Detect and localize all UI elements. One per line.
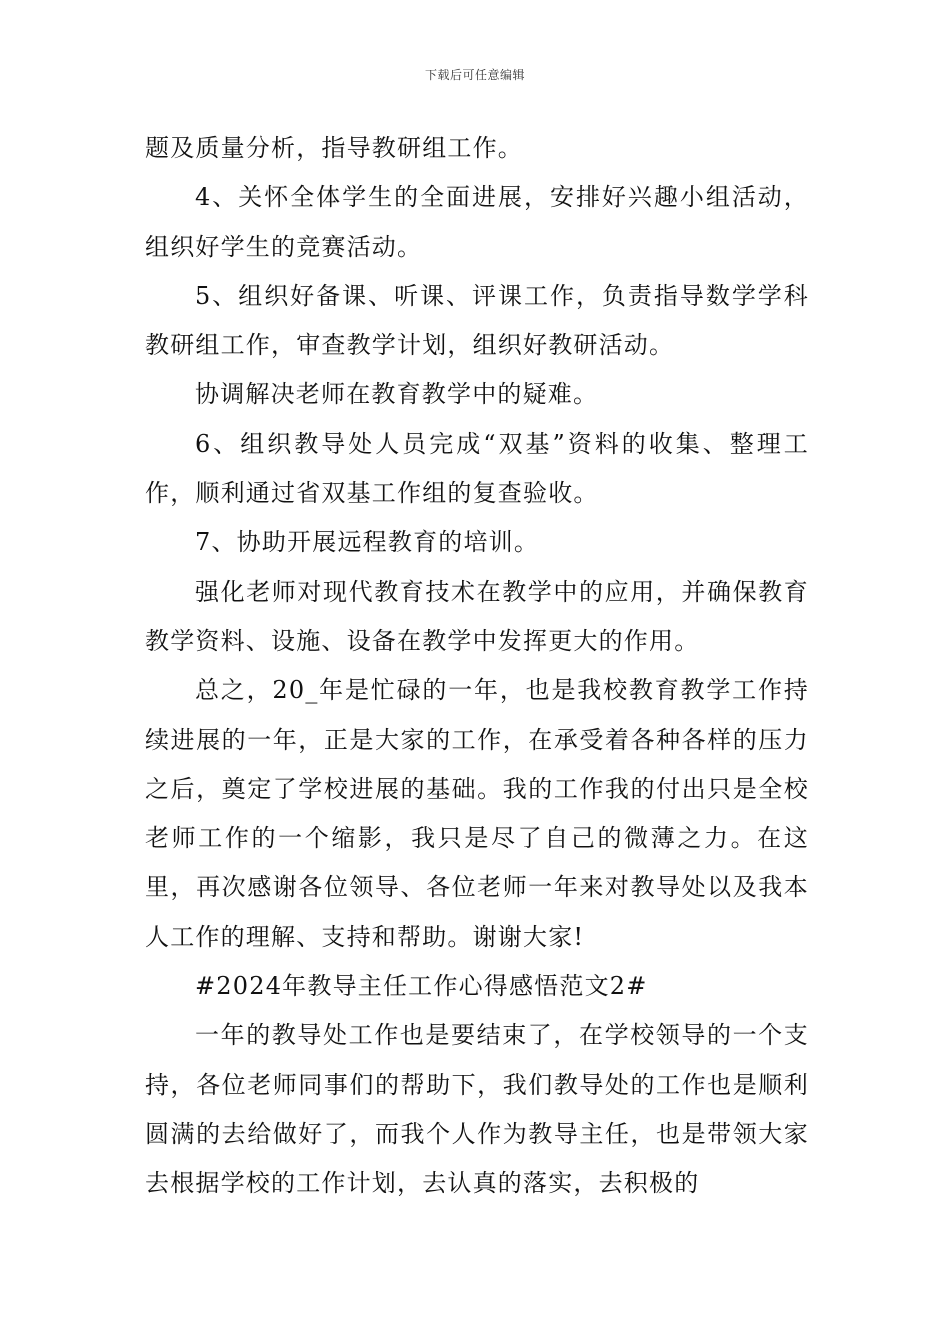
paragraph: 总之，20_年是忙碌的一年，也是我校教育教学工作持续进展的一年，正是大家的工作，在承受着各种各样的压力之后，奠定了学校进展的基础。我的工作我的付出只是全校老师工作的一个缩影，我只是尽了自己的微薄之力。在这里，再次感谢各位领导、各位老师一年来对教导处以及我本人工作的理解、支持和帮助。谢谢大家! [145,676,809,951]
paragraph: 一年的教导处工作也是要结束了，在学校领导的一个支持，各位老师同事们的帮助下，我们教导处的工作也是顺利圆满的去给做好了，而我个人作为教导主任，也是带领大家去根据学校的工作计划，去认真的落实，去积极的 [145,1021,809,1198]
paragraph: 5、组织好备课、听课、评课工作，负责指导数学学科教研组工作，审查教学计划，组织好教研活动。 [145,281,809,360]
paragraph: 协调解决老师在教育教学中的疑难。 [195,380,599,409]
document-body [145,124,809,1209]
paragraph: 强化老师对现代教育技术在教学中的应用，并确保教育教学资料、设施、设备在教学中发挥更大的作用。 [145,577,809,655]
page-header: 下载后可任意编辑 [424,68,525,82]
section-heading: #2024年教导主任工作心得感悟范文2# [195,972,648,1001]
paragraph: 题及质量分析，指导教研组工作。 [145,134,523,162]
paragraph: 6、组织教导处人员完成“双基”资料的收集、整理工作，顺利通过省双基工作组的复查验收。 [145,429,809,508]
paragraph: 7、协助开展远程教育的培训。 [195,528,540,557]
paragraph: 4、关怀全体学生的全面进展，安排好兴趣小组活动，组织好学生的竞赛活动。 [145,183,809,261]
